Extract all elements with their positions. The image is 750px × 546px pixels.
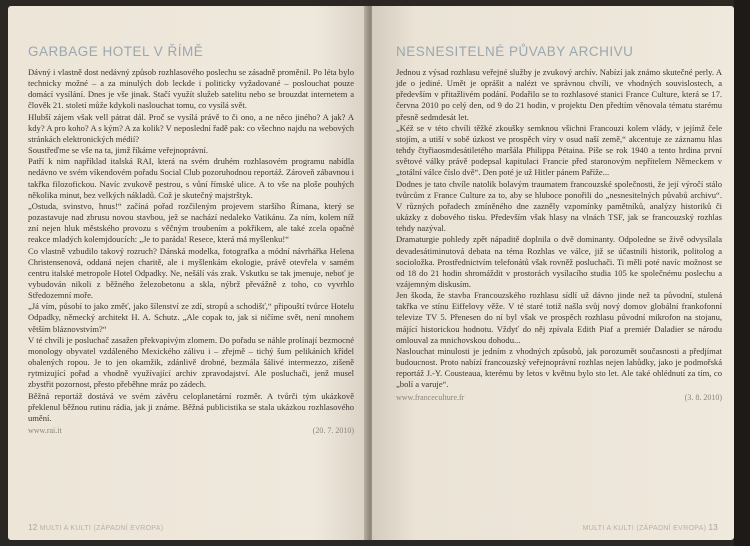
right-page: [372, 6, 734, 540]
left-section-label: MULTI A KULTI (ZÁPADNÍ EVROPA): [39, 525, 164, 532]
right-source-link[interactable]: www.franceculture.fr: [396, 392, 465, 402]
right-paragraph: Jen škoda, že stavba Francouzského rozhlasu sídlí už dávno jinde než ta původní, stulená takřka ve stínu Eiffelovy věže. V té staré totiž našla svůj nový domov globální frankofonní televize TV 5. Přenesen do ní byl však ve prospěch rozhlasu původní mikrofon na stojanu, májící historickou hodnotu. Vždyť do něj zpívala Edith Piaf a premiér Daladier se národu omlouval za mnichovskou dohodu...: [396, 290, 722, 345]
right-date: (3. 8. 2010): [684, 392, 722, 402]
left-paragraph: Hlubší zájem však vell pátrat dál. Proč se vysílá právě to či ono, a ne něco jiného? A jak? A kdy? A pro koho? A s kým? A za kolik? V neposlední řadě pak: co všechno najdu na webových stránkách elektronických médií?: [28, 111, 354, 144]
right-paragraph: Naslouchat minulosti je jedním z vhodných způsobů, jak porozumět současnosti a předjímat budoucnost. Proto nabízí francouzský veřejnoprávní rozhlas nejen lahůdky, jako je podmořská reportáž J.-Y. Cousteaua, kterému by letos v květnu bylo sto let. Ale také ohlédnutí za tím, co „bolí a varuje“.: [396, 345, 722, 390]
left-paragraph: Patří k nim například italská RAI, která na svém druhém rozhlasovém programu nabídla nedávno ve svém víkendovém pořadu Social Club pozoruhodnou reportáž. Zároveň zábavnou i takřka filozofickou. Navíc zvukově pestrou, s vůní římské ulice. A to vše na ploše pouhých několika minut, bez velkých nákladů. Což je skutečný majstrštyk.: [28, 156, 354, 200]
right-article-meta: [396, 393, 722, 402]
background-edge: [734, 0, 750, 546]
left-article-meta: [28, 426, 354, 435]
left-page-footer: [28, 523, 163, 532]
left-paragraph: Běžná reportáž dostává ve svém závěru celoplanetární rozměr. A tvůrči tým ukázkově překlenul běžnou rutinu rádia, jak ji známe. Běžná publicistika se stala ukázkou rozhlasového umění.: [28, 390, 354, 423]
right-page-footer: [583, 523, 718, 532]
left-page: [8, 6, 370, 540]
left-source-link[interactable]: www.rai.it: [28, 426, 62, 435]
left-paragraph: „Já vím, působí to jako změť, jako šílenství ze zdí, stropů a schodišť,“ připouští tvůrce Hotelu Odpadky, německý architekt H. A. Schutz. „Ale copak to, jak si ničíme svět, není mnohem větším bláznovstvím?“: [28, 301, 354, 334]
left-paragraph: Dávný i vlastně dost nedávný způsob rozhlasového poslechu se zásadně proměnil. Po léta bylo technicky možné – a za minulých dob leckde i politicky vyžadované – poslouchat pouze domácí vysílání. Dnes je vše jinak. Stačí využít služeb satelitu nebo se brouzdat internetem a člověk 21. století může kdykoli naslouchat tomu, co vysílá svět.: [28, 67, 354, 111]
left-article: [28, 44, 354, 435]
right-page-number: 13: [708, 523, 718, 532]
left-paragraph: Co vlastně vzbudilo takový rozruch? Dánská modelka, fotografka a módní návrhářka Helena Christensenová, oddaná nejen charitě, ale i myšlenkám ekologie, právě otevřela v samém centru italské metropole Hotel Odpadky. Ne, nešálí vás zrak. Vskutku se tak jmenuje, neboť je vybudován nikoli z běžného železobetonu a skla, nýbrž převážně z toho, co vyvrhlo Středozemní moře.: [28, 245, 354, 301]
left-paragraph: V té chvíli je posluchač zasažen překvapivým zlomem. Do pořadu se náhle prolínají bezmocné monology obyvatel vzdáleného Mexického zálivu i – zřejmě – tichý šum pelikáních křídel obalených ropou. Je to jen okamžik, zdánlivě drobné, bezmála šálivé intermezzo, zišeně rytmizující pořad a vhodně využívající archiv zpravodajství. Ale posluchači, jenž musel zbystřit pozornost, přesto přeběhne mráz po zádech.: [28, 334, 354, 390]
left-article-title: GARBAGE HOTEL V ŘÍMĚ: [28, 44, 204, 59]
left-date: (20. 7. 2010): [312, 426, 354, 435]
right-article-body: [396, 67, 722, 391]
right-paragraph: Dodnes je tato chvíle natolik bolavým traumatem francouzské společnosti, že její výročí stálo tvůrcům z France Culture za to, aby se hluboce ponořili do „nesnesitelných půvabů archivu“. V různých pořadech zmíněného dne zazněly vzpomínky pamětníků, analýzy historiků či ukázky z dobového tisku. Především však hlasy na vlnách TSF, jak se francouzský rozhlas tehdy nazýval.: [396, 178, 722, 234]
right-paragraph: Dramaturgie pohledy zpět nápaditě doplnila o dvě dominanty. Odpoledne se živě odvysílala devadesátiminutová debata na téma Rozhlas ve válce, již se účastnili historik, politolog a socioložka. Prostřednictvím telefonátů však rovněž posluchači. Ti měli poté navíc možnost se od 18 do 21 hodin shromáždit v prostorách vysílacího studia 105 ke společnému poslechu a vzájemným diskusím.: [396, 234, 722, 289]
right-section-label: MULTI A KULTI (ZÁPADNÍ EVROPA): [582, 525, 707, 532]
left-paragraph: „Ostuda, svinstvo, hnus!“ začíná pořad rozčileným projevem staršího Římana, který se pozastavuje nad zbrusu novou stavbou, jež se nachází nedaleko Vatikánu. Za ním, kolem níž zní nejen hluk městského provozu s věčným troubením a pokřikem, ale také zcela opačné reakce mladých kolemjdoucích: „Je to paráda! Resece, která má myšlenku!“: [28, 200, 354, 245]
left-paragraph: Soustřeďme se vše na ta, jimž říkáme veřejnoprávní.: [28, 145, 208, 156]
right-paragraph: „Kéž se v této chvíli těžké zkoušky semknou všichni Francouzi kolem vlády, v jejímž čele stojím, a utiší v sobě úzkost ve prospěch víry v osud naší země,“ akcentuje ze záznamu hlas tehdy čtyřiaosmdesátiletého maršála Philippa Pétaina. Píše se rok 1940 a tento hrdina první světové války právě podepsal kapitulaci Francie před staronovým nepřítelem Německem v „totální válce číslo dvě“. Den poté je už Hitler pánem Paříže...: [396, 122, 722, 178]
left-page-number: 12: [28, 523, 38, 532]
right-article-title: NESNESITELNÉ PŮVABY ARCHIVU: [396, 44, 634, 59]
left-article-body: [28, 67, 354, 424]
right-paragraph: Jednou z výsad rozhlasu veřejné služby je zvukový archív. Nabízí jak známo skutečné perly. A jde o jediné. Umět je oprášit a nalézt ve správnou chvíli, ve vhodných souvislostech, a především v přitažlivém podání. Podařilo se to rozhlasové stanici France Culture, která se 17. června 2010 po celý den, od 9 do 21 hodin, v projektu Den předtím věnovala tématu starému přesně sedmdesát let.: [396, 67, 722, 122]
right-article: [396, 44, 722, 402]
